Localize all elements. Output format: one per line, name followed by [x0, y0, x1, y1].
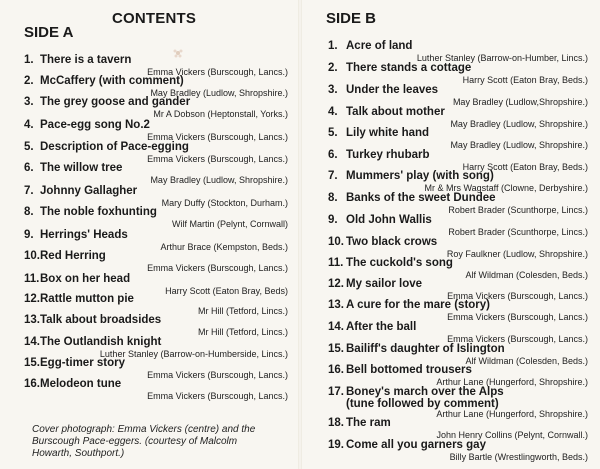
- track-number: 14.: [24, 336, 40, 348]
- caption-line: Burscough Pace-eggers. (courtesy of Malcolm: [32, 436, 238, 447]
- track-title: Talk about mother: [346, 106, 445, 118]
- track-number: 3.: [24, 96, 34, 108]
- track-performer: Robert Brader (Scunthorpe, Lincs.): [448, 205, 588, 215]
- track-performer: Alf Wildman (Colesden, Beds.): [465, 356, 588, 366]
- track-number: 5.: [328, 127, 338, 139]
- track-title: The grey goose and gander: [40, 96, 191, 108]
- track-title: There stands a cottage: [346, 62, 472, 74]
- cover-caption: [32, 424, 294, 460]
- track-performer: Robert Brader (Scunthorpe, Lincs.): [448, 227, 588, 237]
- track-number: 8.: [328, 192, 338, 204]
- track-number: 17.: [328, 386, 344, 398]
- track-title: Rattle mutton pie: [40, 293, 134, 305]
- track-number: 1.: [328, 40, 338, 52]
- track-title: Mummers' play (with song): [346, 170, 494, 182]
- track-performer: Emma Vickers (Burscough, Lancs.): [147, 132, 288, 142]
- track-title: Pace-egg song No.2: [40, 119, 150, 131]
- side-a-panel: [0, 0, 296, 469]
- track-performer: Emma Vickers (Burscough, Lancs.): [147, 67, 288, 77]
- track-title: Come all you garners gay: [346, 439, 486, 451]
- track-performer: John Henry Collins (Pelynt, Cornwall.): [436, 430, 588, 440]
- track-performer: Luther Stanley (Barrow-on-Humber, Lincs.): [416, 53, 588, 63]
- track-title: Boney's march over the Alps: [346, 386, 504, 398]
- track-performer: Mr A Dobson (Heptonstall, Yorks.): [153, 109, 288, 119]
- track-number: 9.: [328, 214, 338, 226]
- track-number: 7.: [24, 185, 34, 197]
- track-number: 12.: [328, 278, 344, 290]
- track-title: McCaffery (with comment): [40, 75, 184, 87]
- track-performer: Arthur Lane (Hungerford, Shropshire.): [436, 409, 588, 419]
- track-number: 2.: [24, 75, 34, 87]
- track-performer: Arthur Brace (Kempston, Beds.): [160, 242, 288, 252]
- track-number: 7.: [328, 170, 338, 182]
- track-row: [0, 378, 296, 404]
- track-title: Herrings' Heads: [40, 229, 128, 241]
- track-number: 15.: [328, 343, 344, 355]
- track-title: Banks of the sweet Dundee: [346, 192, 496, 204]
- track-title: There is a tavern: [40, 54, 132, 66]
- track-performer: Billy Bartle (Wrestlingworth, Beds.): [449, 452, 588, 462]
- track-performer: May Bradley (Ludlow,Shropshire.): [452, 97, 588, 107]
- track-number: 9.: [24, 229, 34, 241]
- track-number: 3.: [328, 84, 338, 96]
- track-title: My sailor love: [346, 278, 423, 290]
- track-number: 10.: [24, 250, 40, 262]
- track-performer: Emma Vickers (Burscough, Lancs.): [447, 291, 588, 301]
- caption-line: Cover photograph: Emma Vickers (centre) and the: [32, 424, 256, 435]
- track-performer: Mr Hill (Tetford, Lincs.): [197, 306, 288, 316]
- track-number: 16.: [328, 364, 344, 376]
- side-a-heading: SIDE A: [24, 24, 74, 41]
- track-number: 8.: [24, 206, 34, 218]
- track-number: 11.: [24, 273, 40, 285]
- contents-title: CONTENTS: [112, 10, 197, 27]
- track-number: 16.: [24, 378, 40, 390]
- track-number: 19.: [328, 439, 344, 451]
- center-fold: [298, 0, 302, 469]
- track-performer: Mr Hill (Tetford, Lincs.): [197, 327, 288, 337]
- track-number: 13.: [328, 299, 344, 311]
- track-performer: Harry Scott (Eaton Bray, Beds): [165, 286, 288, 296]
- track-title-continued: (tune followed by comment): [346, 398, 499, 410]
- track-number: 6.: [328, 149, 338, 161]
- track-title: Red Herring: [40, 250, 106, 262]
- side-b-panel: [304, 0, 600, 469]
- track-performer: Emma Vickers (Burscough, Lancs.): [147, 263, 288, 273]
- track-performer: May Bradley (Ludlow, Shropshire.): [450, 119, 588, 129]
- track-performer: Emma Vickers (Burscough, Lancs.): [447, 334, 588, 344]
- track-number: 15.: [24, 357, 40, 369]
- track-performer: May Bradley (Ludlow, Shropshire.): [150, 175, 288, 185]
- track-row: [304, 439, 600, 465]
- caption-line: Howarth, Southport.): [32, 448, 125, 459]
- track-title: Turkey rhubarb: [346, 149, 430, 161]
- track-title: Lily white hand: [346, 127, 430, 139]
- track-title: Talk about broadsides: [40, 314, 162, 326]
- track-performer: May Bradley (Ludlow, Shropshire.): [450, 140, 588, 150]
- track-number: 10.: [328, 236, 344, 248]
- track-performer: Arthur Lane (Hungerford, Shropshire.): [436, 377, 588, 387]
- track-title: Description of Pace-egging: [40, 141, 189, 153]
- track-title: The Outlandish knight: [40, 336, 162, 348]
- track-title: Under the leaves: [346, 84, 439, 96]
- track-performer: Harry Scott (Eaton Bray, Beds.): [462, 75, 588, 85]
- track-number: 13.: [24, 314, 40, 326]
- track-title: A cure for the mare (story): [346, 299, 490, 311]
- track-performer: Harry Scott (Eaton Bray, Beds.): [462, 162, 588, 172]
- track-title: Egg-timer story: [40, 357, 125, 369]
- track-performer: Emma Vickers (Burscough, Lancs.): [447, 312, 588, 322]
- track-number: 5.: [24, 141, 34, 153]
- side-b-heading: SIDE B: [326, 10, 377, 27]
- track-row: [304, 386, 600, 419]
- track-number: 4.: [328, 106, 338, 118]
- track-number: 1.: [24, 54, 34, 66]
- track-number: 14.: [328, 321, 344, 333]
- track-number: 4.: [24, 119, 34, 131]
- track-title: Johnny Gallagher: [40, 185, 138, 197]
- track-performer: Roy Faulkner (Ludlow, Shropshire.): [446, 249, 588, 259]
- track-number: 18.: [328, 417, 344, 429]
- track-title: Acre of land: [346, 40, 413, 52]
- track-title: The ram: [346, 417, 391, 429]
- track-title: After the ball: [346, 321, 417, 333]
- track-title: The cuckold's song: [346, 257, 453, 269]
- track-performer: Mary Duffy (Stockton, Durham.): [161, 198, 288, 208]
- track-number: 11.: [328, 257, 344, 269]
- track-performer: Luther Stanley (Barrow-on-Humberside, Lincs.): [99, 349, 288, 359]
- track-performer: Wilf Martin (Pelynt, Cornwall): [171, 219, 288, 229]
- track-performer: Emma Vickers (Burscough, Lancs.): [147, 370, 288, 380]
- track-performer: May Bradley (Ludlow, Shropshire.): [150, 88, 288, 98]
- track-title: The willow tree: [40, 162, 123, 174]
- track-performer: Emma Vickers (Burscough, Lancs.): [147, 154, 288, 164]
- track-performer: Mr & Mrs Wagstaff (Clowne, Derbyshire.): [424, 183, 588, 193]
- track-title: The noble foxhunting: [40, 206, 157, 218]
- track-number: 12.: [24, 293, 40, 305]
- track-performer: Emma Vickers (Burscough, Lancs.): [147, 391, 288, 401]
- track-performer: Alf Wildman (Colesden, Beds.): [465, 270, 588, 280]
- track-title: Two black crows: [346, 236, 438, 248]
- track-number: 6.: [24, 162, 34, 174]
- track-title: Box on her head: [40, 273, 131, 285]
- track-title: Melodeon tune: [40, 378, 122, 390]
- track-title: Old John Wallis: [346, 214, 432, 226]
- track-title: Bell bottomed trousers: [346, 364, 472, 376]
- track-title: Bailiff's daughter of Islington: [346, 343, 505, 355]
- track-number: 2.: [328, 62, 338, 74]
